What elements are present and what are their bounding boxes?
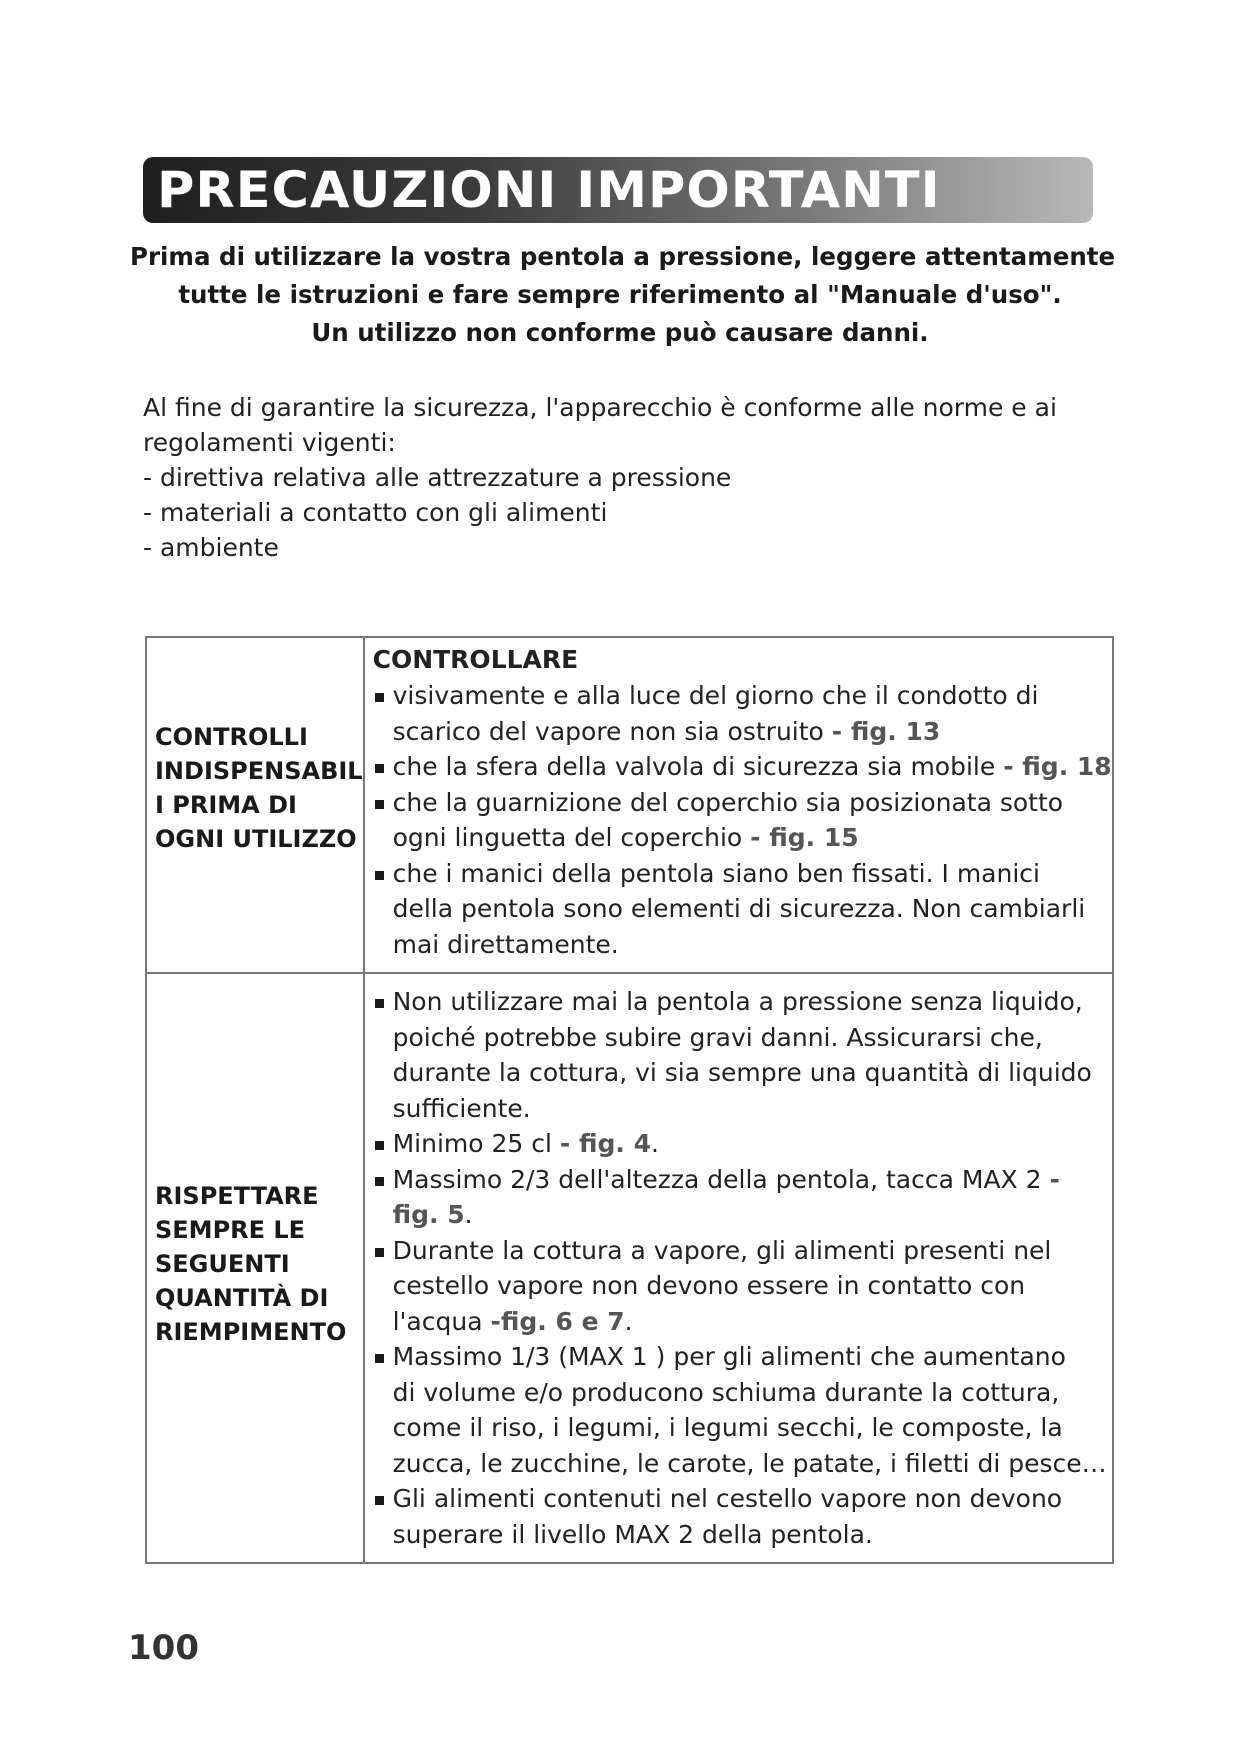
bullet-square-icon bbox=[375, 1354, 384, 1363]
list-item: che i manici della pentola siano ben fissati. I manici della pentola sono elementi di sicurezza. Non cambiarli mai direttamente. bbox=[373, 856, 1112, 963]
row-content-cell bbox=[364, 637, 1113, 973]
row-content bbox=[365, 638, 1112, 972]
figure-reference: - fig. 13 bbox=[831, 716, 941, 746]
bullet-square-icon bbox=[375, 1141, 384, 1150]
row-label-cell bbox=[146, 973, 364, 1563]
list-item: Gli alimenti contenuti nel cestello vapore non devono superare il livello MAX 2 della pentola. bbox=[373, 1481, 1112, 1552]
paragraph-list-item: - materiali a contatto con gli alimenti bbox=[143, 498, 608, 527]
table-row bbox=[146, 637, 1113, 973]
precautions-table bbox=[145, 636, 1114, 1564]
row-label: CONTROLLI INDISPENSABIL I PRIMA DI OGNI UTILIZZO bbox=[155, 723, 363, 853]
list-item: che la sfera della valvola di sicurezza sia mobile - fig. 18 bbox=[373, 749, 1112, 785]
intro-line: tutte le istruzioni e fare sempre riferimento al "Manuale d'uso". bbox=[178, 280, 1062, 309]
bullet-square-icon bbox=[375, 800, 384, 809]
title-banner bbox=[143, 157, 1093, 223]
paragraph-list-item: - ambiente bbox=[143, 533, 279, 562]
table-row bbox=[146, 973, 1113, 1563]
list-item: che la guarnizione del coperchio sia posizionata sotto ogni linguetta del coperchio - fig. 15 bbox=[373, 785, 1112, 856]
row-label: RISPETTARE SEMPRE LE SEGUENTI QUANTITÀ DI RIEMPIMENTO bbox=[155, 1182, 347, 1346]
list-item: Durante la cottura a vapore, gli alimenti presenti nel cestello vapore non devono essere in contatto con l'acqua -fig. 6 e 7. bbox=[373, 1233, 1112, 1340]
bullet-square-icon bbox=[375, 999, 384, 1008]
row-content bbox=[365, 974, 1112, 1562]
compliance-paragraph bbox=[143, 390, 1093, 565]
figure-reference: - fig. 15 bbox=[750, 823, 859, 852]
figure-reference: - fig. 18 bbox=[1003, 752, 1112, 781]
bullet-square-icon bbox=[375, 764, 384, 773]
list-item: Massimo 2/3 dell'altezza della pentola, tacca MAX 2 - fig. 5. bbox=[373, 1162, 1112, 1233]
row-label-cell bbox=[146, 637, 364, 973]
list-item: Minimo 25 cl - fig. 4. bbox=[373, 1126, 1112, 1162]
bullet-square-icon bbox=[375, 1496, 384, 1505]
page-title: PRECAUZIONI IMPORTANTI bbox=[157, 161, 941, 219]
figure-reference: fig. 5 bbox=[392, 1200, 465, 1229]
bullet-square-icon bbox=[375, 1248, 384, 1257]
bullet-square-icon bbox=[375, 871, 384, 880]
intro-line: Un utilizzo non conforme può causare danni. bbox=[311, 318, 929, 347]
figure-reference: -fig. 6 e 7 bbox=[490, 1306, 625, 1336]
bullet-square-icon bbox=[375, 693, 384, 702]
row-content-cell bbox=[364, 973, 1113, 1563]
page-number: 100 bbox=[128, 1628, 199, 1668]
paragraph-line: Al fine di garantire la sicurezza, l'apparecchio è conforme alle norme e ai bbox=[143, 393, 1057, 422]
paragraph-list-item: - direttiva relativa alle attrezzature a pressione bbox=[143, 463, 732, 492]
list-item: Massimo 1/3 (MAX 1 ) per gli alimenti che aumentano di volume e/o producono schiuma durante la cottura, come il riso, i legumi, i legumi secchi, le composte, la zucca, le zucchine, le carote, le patate, i filetti di pesce… bbox=[373, 1339, 1112, 1481]
paragraph-line: regolamenti vigenti: bbox=[143, 428, 396, 457]
bullet-square-icon bbox=[375, 1177, 384, 1186]
intro-line: Prima di utilizzare la vostra pentola a pressione, leggere attentamente bbox=[130, 242, 1116, 271]
list-item: visivamente e alla luce del giorno che il condotto di scarico del vapore non sia ostruito - fig. 13 bbox=[373, 678, 1112, 749]
controllare-heading: CONTROLLARE bbox=[372, 645, 579, 674]
figure-reference: - fig. 4 bbox=[559, 1129, 652, 1158]
list-item: Non utilizzare mai la pentola a pressione senza liquido, poiché potrebbe subire gravi danni. Assicurarsi che, durante la cottura, vi sia sempre una quantità di liquido sufficiente. bbox=[373, 984, 1112, 1126]
intro-warning bbox=[130, 238, 1116, 352]
